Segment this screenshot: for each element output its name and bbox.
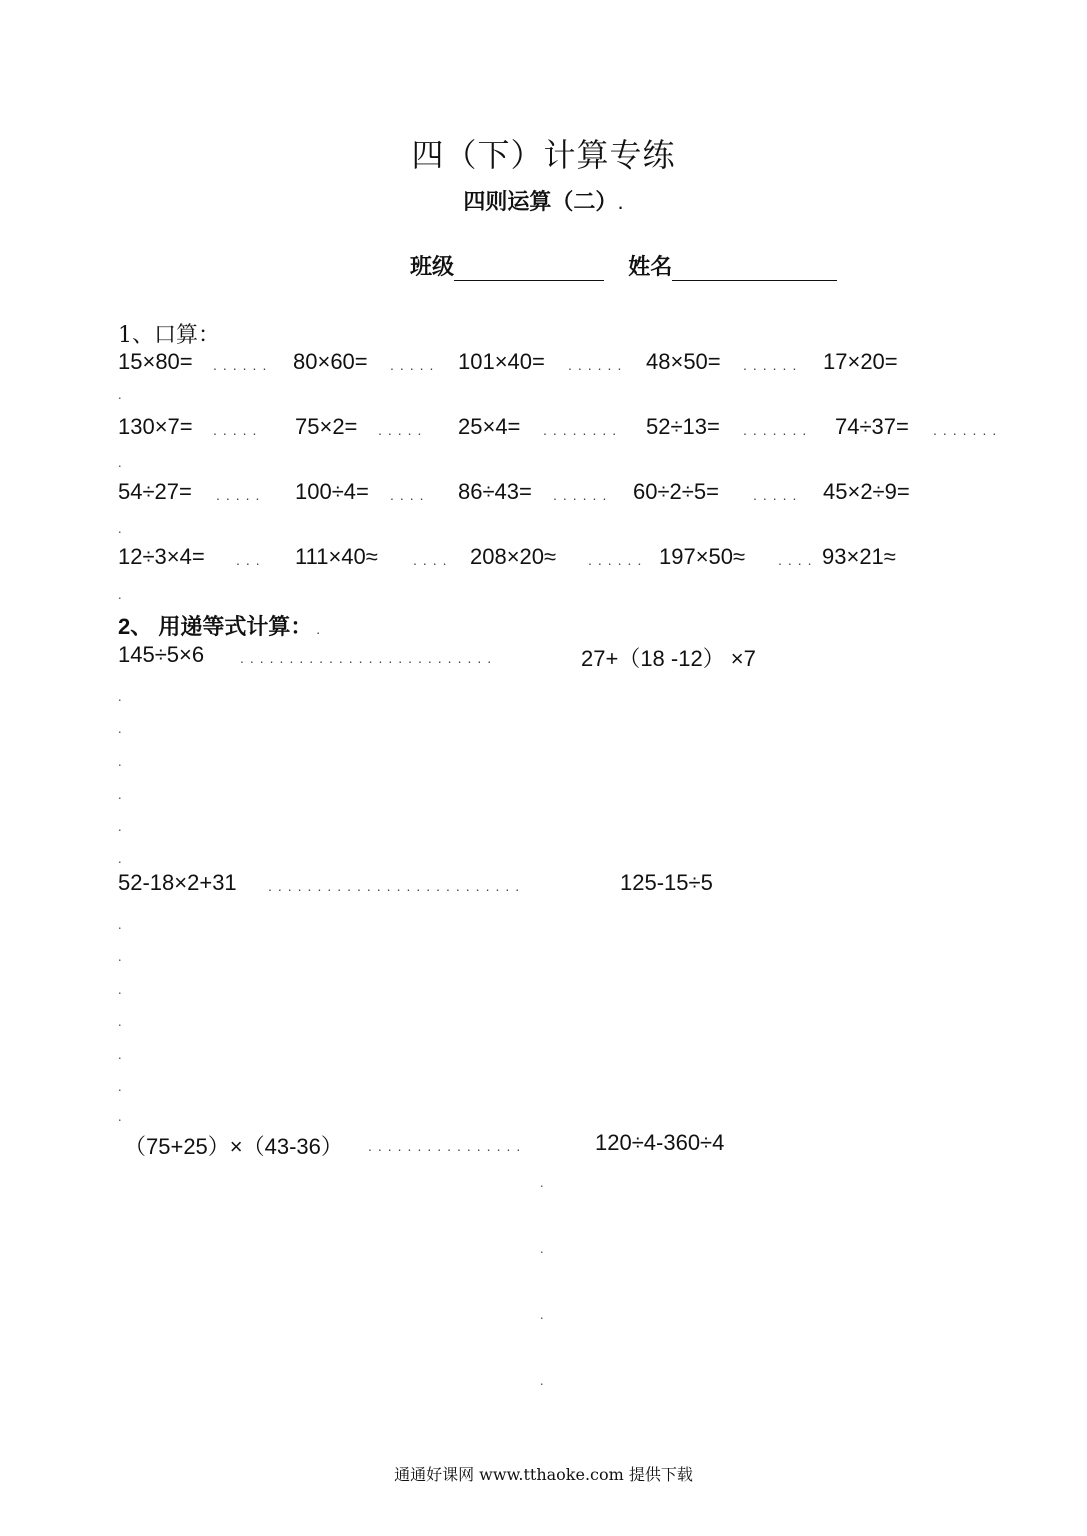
oral-problem: 17×20= <box>823 349 898 374</box>
worksheet-page: 四（下）计算专练 四则运算（二）. 班级 姓名 1、口算： 15×80= ...... 80×60= ..... 101×40= ...... 48×50= ...... 17×20= . 130×7= ..... 75×2= ..... 25×4= ........ 52÷13= ....... 74÷37= ....... . 54÷27= ..... 100÷4= .... 86÷43= ...... 60÷2÷5= ..... 45×2÷9= . 12÷3×4= ... 111×40≈ .... 208×20≈ ...... 197×50≈ .... 93×21≈ . 2、 用递等式计算： . 145÷5×6 .......................... 27+（18 -12） ×7 . . . . . . 52-18×2+31 .......................... 125-15÷5 . . . . . . . （75+25）×（43-36） ................ 120÷4-360÷4 . . . . 通通好课网 www.tthaoke.com 提供下载 <box>0 0 1087 1536</box>
name-blank <box>672 256 837 281</box>
oral-problem: 48×50= <box>646 349 721 374</box>
step-problem-row-2: 52-18×2+31 .......................... 125-15÷5 <box>118 870 713 895</box>
oral-row-1: 15×80= ...... 80×60= ..... 101×40= ...... 48×50= ...... 17×20= <box>118 349 898 374</box>
oral-problem: 12÷3×4= <box>118 544 205 569</box>
oral-problem: 101×40= <box>458 349 545 374</box>
oral-problem: 111×40≈ <box>295 544 378 569</box>
oral-row-3: 54÷27= ..... 100÷4= .... 86÷43= ...... 60÷2÷5= ..... 45×2÷9= <box>118 479 910 504</box>
oral-problem: 25×4= <box>458 414 521 439</box>
subtitle-text: 四则运算（二） <box>463 189 618 214</box>
page-footer: 通通好课网 www.tthaoke.com 提供下载 <box>394 1465 693 1484</box>
step-problem-left: 145÷5×6 <box>118 642 205 667</box>
oral-problem: 75×2= <box>295 414 358 439</box>
step-problem-right: 120÷4-360÷4 <box>595 1130 725 1155</box>
step-problem-right: 125-15÷5 <box>620 870 713 895</box>
oral-problem: 80×60= <box>293 349 368 374</box>
oral-problem: 74÷37= <box>835 414 909 439</box>
oral-problem: 45×2÷9= <box>823 479 910 504</box>
page-subtitle: 四则运算（二）. <box>463 189 624 214</box>
oral-problem: 130×7= <box>118 414 193 439</box>
step-problem-left: 52-18×2+31 <box>118 870 237 895</box>
page-title: 四（下）计算专练 <box>411 136 676 174</box>
oral-row-2: 130×7= ..... 75×2= ..... 25×4= ........ 52÷13= ....... 74÷37= ....... <box>118 414 1003 439</box>
oral-problem: 93×21≈ <box>822 544 896 569</box>
student-info-row <box>410 250 837 281</box>
oral-problem: 15×80= <box>118 349 193 374</box>
oral-problem: 60÷2÷5= <box>633 479 719 504</box>
section2-heading: 2、 用递等式计算： . <box>118 614 321 639</box>
step-problem-right: 27+（18 -12） ×7 <box>581 646 756 671</box>
oral-problem: 52÷13= <box>646 414 720 439</box>
oral-problem: 86÷43= <box>458 479 532 504</box>
name-label: 姓名 <box>628 254 673 279</box>
oral-row-4: 12÷3×4= ... 111×40≈ .... 208×20≈ ...... 197×50≈ .... 93×21≈ <box>118 544 896 569</box>
class-blank <box>454 256 604 281</box>
step-problem-left: （75+25）×（43-36） <box>124 1134 343 1159</box>
section1-heading: 1、口算： <box>118 323 220 348</box>
oral-problem: 197×50≈ <box>659 544 746 569</box>
oral-problem: 208×20≈ <box>470 544 557 569</box>
class-label: 班级 <box>410 254 455 279</box>
step-problem-row-3: （75+25）×（43-36） ................ 120÷4-360÷4 <box>124 1130 725 1159</box>
oral-problem: 100÷4= <box>295 479 369 504</box>
oral-problem: 54÷27= <box>118 479 192 504</box>
step-problem-row-1: 145÷5×6 .......................... 27+（18 -12） ×7 <box>118 642 756 671</box>
